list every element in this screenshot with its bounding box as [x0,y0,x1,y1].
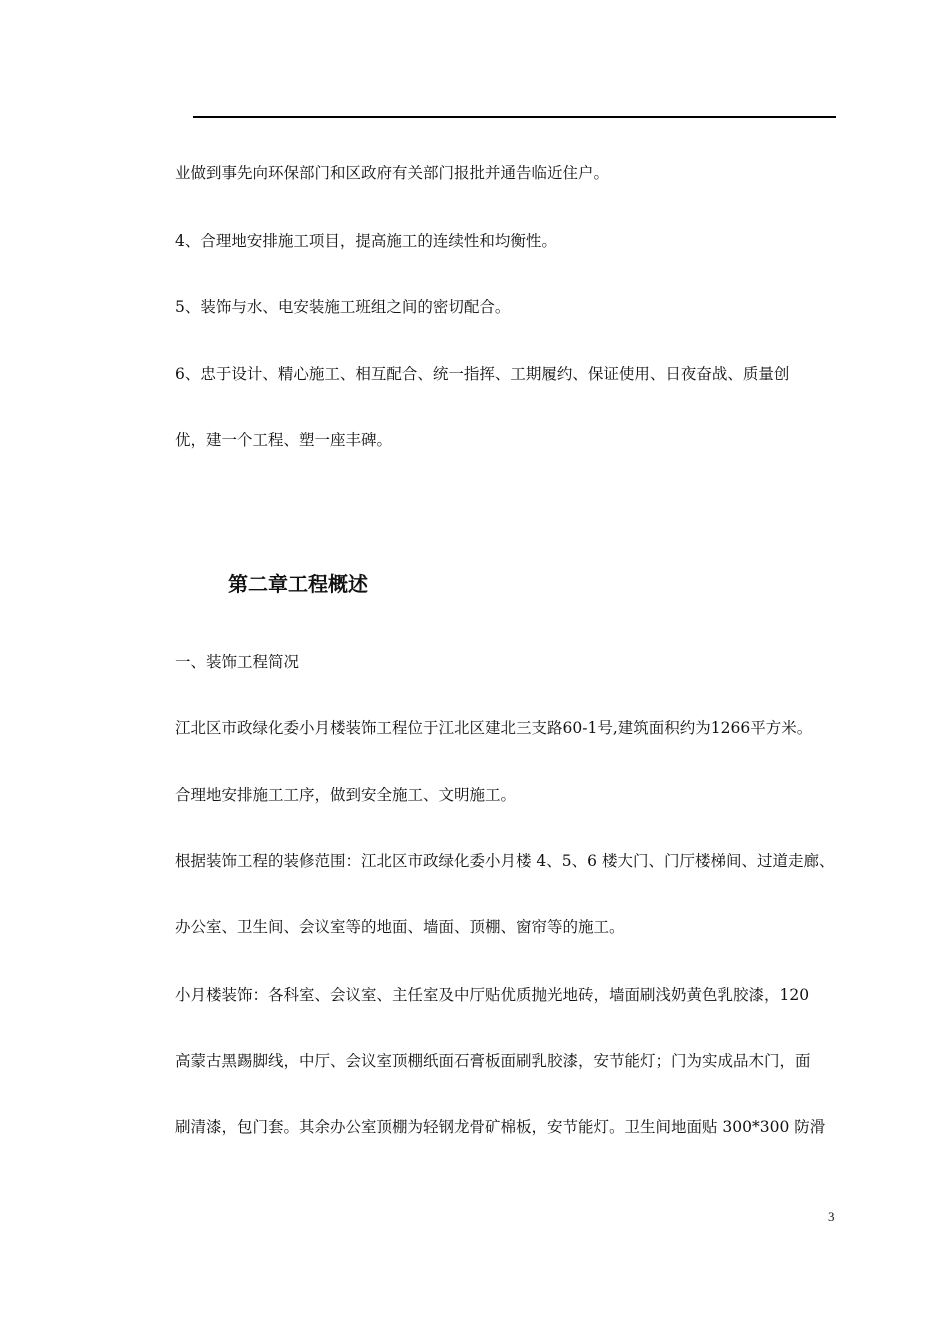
section-heading: 一、装饰工程简况 [175,653,300,671]
body-line: 办公室、卫生间、会议室等的地面、墙面、顶棚、窗帘等的施工。 [175,918,625,936]
list-item-6-continued: 优，建一个工程、塑一座丰碑。 [175,431,393,449]
list-item-4: 4、合理地安排施工项目，提高施工的连续性和均衡性。 [175,232,557,250]
list-item-5: 5、装饰与水、电安装施工班组之间的密切配合。 [175,298,511,316]
body-line: 合理地安排施工工序，做到安全施工、文明施工。 [175,786,517,804]
body-line: 业做到事先向环保部门和区政府有关部门报批并通告临近住户。 [175,164,610,182]
page-number: 3 [828,1209,835,1224]
body-line: 高蒙古黑踢脚线，中厅、会议室顶棚纸面石膏板面刷乳胶漆，安节能灯；门为实成品木门，面 [175,1052,811,1070]
list-item-6: 6、忠于设计、精心施工、相互配合、统一指挥、工期履约、保证使用、日夜奋战、质量创 [175,365,790,383]
chapter-title: 第二章工程概述 [228,572,368,596]
body-line: 根据装饰工程的装修范围：江北区市政绿化委小月楼 4、5、6 楼大门、门厅楼梯间、过道走廊、 [175,852,835,870]
header-rule [193,116,836,118]
body-line: 小月楼装饰：各科室、会议室、主任室及中厅贴优质抛光地砖，墙面刷浅奶黄色乳胶漆，120 [175,986,810,1004]
body-line: 江北区市政绿化委小月楼装饰工程位于江北区建北三支路60-1号,建筑面积约为1266平方米。 [175,719,813,737]
body-line: 刷清漆，包门套。其余办公室顶棚为轻钢龙骨矿棉板，安节能灯。卫生间地面贴 300*300 防滑 [175,1118,826,1136]
